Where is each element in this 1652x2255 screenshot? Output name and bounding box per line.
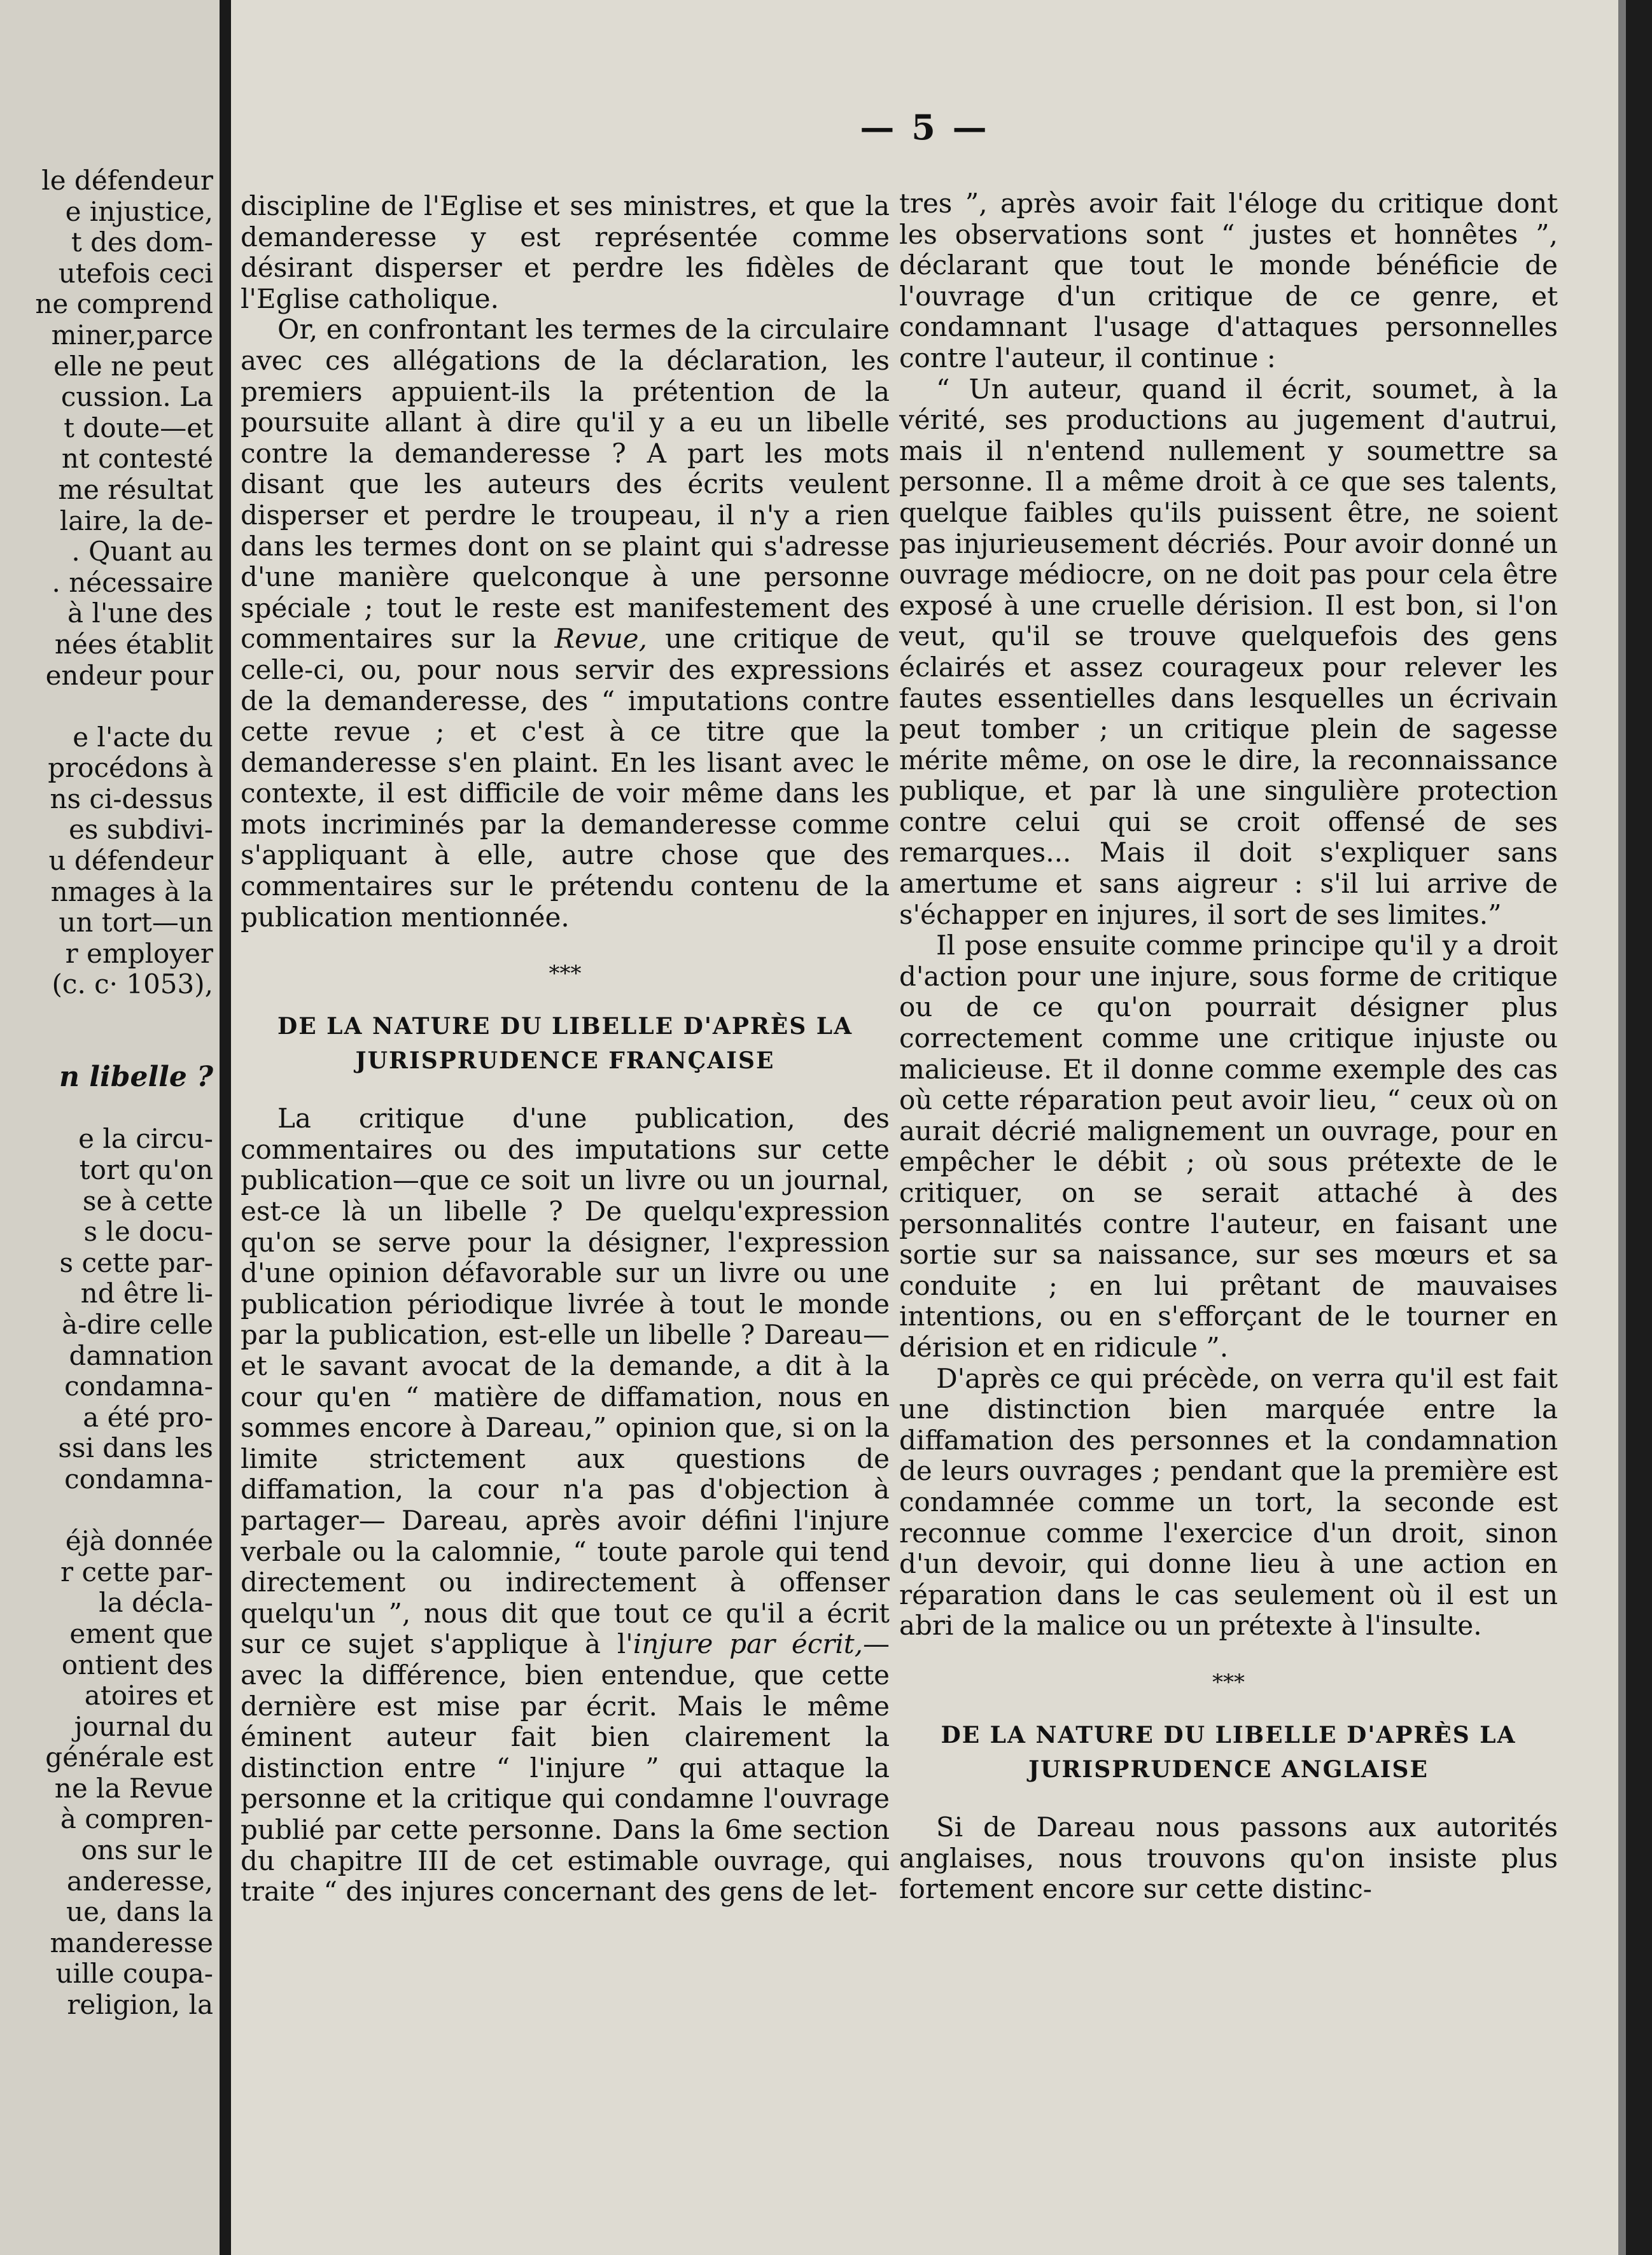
- previous-page-line: atoires et: [84, 1680, 213, 1712]
- previous-page-line: uille coupa-: [55, 1958, 213, 1990]
- previous-page-line: (c. c· 1053),: [52, 969, 213, 1000]
- previous-page-line: ssi dans les: [58, 1433, 213, 1464]
- previous-page-line: e la circu-: [78, 1124, 213, 1155]
- previous-page-line: t doute—et: [64, 412, 213, 443]
- previous-page-line: nd être li-: [80, 1278, 213, 1309]
- previous-page-line: ons sur le: [81, 1835, 213, 1866]
- previous-page-line: à compren-: [60, 1804, 213, 1835]
- previous-page-line: ement que: [69, 1618, 213, 1649]
- previous-page-line: ne comprend: [35, 289, 213, 320]
- previous-page-line: . Quant au: [71, 536, 213, 568]
- previous-page-line: miner,parce: [51, 319, 213, 351]
- previous-page-line: ne la Revue: [54, 1773, 213, 1804]
- previous-page-line: r employer: [65, 938, 213, 969]
- previous-page-line: générale est: [45, 1742, 213, 1773]
- section-heading: DE LA NATURE DU LIBELLE D'APRÈS LA JURISPRUDENCE ANGLAISE: [941, 1721, 1516, 1783]
- previous-page-line: tort qu'on: [79, 1155, 213, 1185]
- previous-page-heading: n libelle ?: [59, 1062, 213, 1093]
- section-separator: ***: [1212, 1669, 1245, 1695]
- document-page: [231, 0, 1618, 2255]
- previous-page-line: damnation: [69, 1340, 213, 1371]
- previous-page-line: se à cette: [82, 1185, 213, 1217]
- previous-page-line: manderesse: [50, 1927, 213, 1958]
- paragraph: Si de Dareau nous passons aux autorités anglaises, nous trouvons qu'on insiste plus fortement encore sur cette distinc-: [899, 1811, 1558, 1905]
- previous-page-line: à l'une des: [67, 598, 213, 629]
- previous-page-line: condamna-: [64, 1371, 213, 1402]
- previous-page-line: nées établit: [54, 629, 213, 660]
- previous-page-line: ns ci-dessus: [50, 783, 213, 814]
- book-gutter: [220, 0, 231, 2255]
- text-column-left: [241, 191, 890, 1908]
- section-separator: ***: [549, 961, 582, 987]
- previous-page-line: journal du: [74, 1711, 213, 1742]
- previous-page-line: religion, la: [67, 1990, 213, 2021]
- previous-page-text: [0, 165, 213, 2021]
- page-number: — 5 —: [860, 107, 990, 148]
- previous-page-line: . nécessaire: [52, 567, 213, 598]
- paragraph: Il pose ensuite comme principe qu'il y a droit d'action pour une injure, sous forme de critique ou de ce qu'on pourrait désigner plus correctement comme une critique injuste ou malicieuse. Et il donne comme exemple des cas où cette réparation peut avoir lieu, “ ceux où on aurait décrié malignement un ouvrage, pour en empêcher le débit ; où sous prétexte de le critiquer, on se serait attaché à des personnalités contre l'auteur, en faisant une sortie sur sa naissance, sur ses mœurs et sa conduite ; en lui prêtant de mauvaises intentions, ou en s'efforçant de le tourner en dérision et en ridicule ”.: [899, 930, 1558, 1363]
- section-heading: DE LA NATURE DU LIBELLE D'APRÈS LA JURISPRUDENCE FRANÇAISE: [277, 1013, 853, 1075]
- previous-page-line: e l'acte du: [73, 722, 213, 753]
- text-column-right: [899, 188, 1558, 1905]
- paragraph: D'après ce qui précède, on verra qu'il est fait une distinction bien marquée entre la diffamation des personnes et la condamnation de leurs ouvrages ; pendant que la première est condamnée comme un tort, la seconde est reconnue comme l'exercice d'un droit, sinon d'un devoir, qui donne lieu à une action en réparation dans le cas seulement où il est un abri de la malice ou un prétexte à l'insulte.: [899, 1362, 1558, 1642]
- previous-page-line: t des dom-: [71, 227, 213, 258]
- paragraph: La critique d'une publication, des commentaires ou des imputations sur cette publication—que ce soit un livre ou un journal, est-ce là un libelle ? De quelqu'expression qu'on se serve pour la désigner, l'expression d'une opinion défavorable sur un livre ou une publication périodique livrée à tout le monde par la publication, est-elle un libelle ? Dareau—et le savant avocat de la demande, a dit à la cour qu'en “ matière de diffamation, nous en sommes encore à Dareau,” opinion que, si on la limite strictement aux questions de diffamation, la cour n'a pas d'objection à partager— Dareau, après avoir défini l'injure verbale ou la calomnie, “ toute parole qui tend directement ou indirectement à offenser quelqu'un ”, nous dit que tout ce qu'il a écrit sur ce sujet s'applique à l'injure par écrit,—avec la différence, bien entendue, que cette dernière est mise par écrit. Mais le même éminent auteur fait bien clairement la distinction entre “ l'injure ” qui attaque la personne et la critique qui condamne l'ouvrage publié par cette personne. Dans la 6me section du chapitre III de cet estimable ouvrage, qui traite “ des injures concernant des gens de let-: [241, 1103, 890, 1908]
- previous-page: [0, 0, 226, 2255]
- previous-page-line: laire, la de-: [59, 505, 213, 536]
- previous-page-line: e injustice,: [65, 196, 213, 227]
- previous-page-line: endeur pour: [45, 660, 213, 691]
- previous-page-line: nt contesté: [61, 443, 213, 475]
- previous-page-line: a été pro-: [83, 1402, 213, 1433]
- previous-page-line: cussion. La: [60, 382, 213, 413]
- previous-page-line: elle ne peut: [53, 351, 213, 382]
- previous-page-line: le défendeur: [41, 165, 213, 196]
- previous-page-line: anderesse,: [66, 1866, 213, 1897]
- previous-page-line: utefois ceci: [58, 258, 213, 289]
- previous-page-line: r cette par-: [60, 1556, 213, 1588]
- previous-page-line: un tort—un: [59, 907, 213, 939]
- paragraph: tres ”, après avoir fait l'éloge du critique dont les observations sont “ justes et honnêtes ”, déclarant que tout le monde bénéficie de l'ouvrage d'un critique de ce genre, et condamnant l'usage d'attaques personnelles contre l'auteur, il continue :: [899, 188, 1558, 374]
- previous-page-line: procédons à: [48, 753, 213, 784]
- previous-page-line: éjà donnée: [65, 1526, 213, 1557]
- paragraph: Or, en confrontant les termes de la circulaire avec ces allégations de la déclaration, les premiers appuient-ils la prétention de la poursuite allant à dire qu'il y a eu un libelle contre la demanderesse ? A part les mots disant que les auteurs des écrits veulent disperser et perdre le troupeau, il n'y a rien dans les termes dont on se plaint qui s'adresse d'une manière quelconque à une personne spéciale ; tout le reste est manifestement des commentaires sur la Revue, une critique de celle-ci, ou, pour nous servir des expressions de la demanderesse, des “ imputations contre cette revue ; et c'est à ce titre que la demanderesse s'en plaint. En les lisant avec le contexte, il est difficile de voir même dans les mots incriminés par la demanderesse comme s'appliquant à elle, autre chose que des commentaires sur le prétendu contenu de la publication mentionnée.: [241, 314, 890, 933]
- page-edge: [1618, 0, 1652, 2255]
- previous-page-line: me résultat: [58, 474, 213, 505]
- previous-page-line: ontient des: [61, 1649, 213, 1680]
- previous-page-line: s cette par-: [59, 1247, 213, 1278]
- previous-page-line: la décla-: [99, 1588, 213, 1619]
- previous-page-line: s le docu-: [83, 1217, 213, 1248]
- paragraph: discipline de l'Eglise et ses ministres, et que la demanderesse y est représentée comme désirant disperser et perdre les fidèles de l'Eglise catholique.: [241, 190, 890, 314]
- quotation: “ Un auteur, quand il écrit, soumet, à la vérité, ses productions au jugement d'autrui, mais il n'entend nullement y soumettre sa personne. Il a même droit à ce que ses talents, quelque faibles qu'ils puissent être, ne soient pas injurieusement décriés. Pour avoir donné un ouvrage médiocre, on ne doit pas pour cela être exposé à une cruelle dérision. Il est bon, si l'on veut, qu'il se trouve quelquefois des gens éclairés et assez courageux pour relever les fautes essentielles dans lesquelles un écrivain peut tomber ; un critique plein de sagesse mérite même, on ose le dire, la reconnaissance publique, et par là une singulière protection contre celui qui se croit offensé de ses remarques... Mais il doit s'expliquer sans amertume et sans aigreur : s'il lui arrive de s'échapper en injures, il sort de ses limites.”: [899, 373, 1558, 930]
- previous-page-line: es subdivi-: [69, 814, 213, 846]
- previous-page-line: ue, dans la: [66, 1897, 213, 1928]
- previous-page-line: u défendeur: [48, 846, 213, 877]
- previous-page-line: condamna-: [64, 1463, 213, 1495]
- previous-page-line: à-dire celle: [62, 1309, 213, 1340]
- previous-page-line: nmages à la: [50, 876, 213, 907]
